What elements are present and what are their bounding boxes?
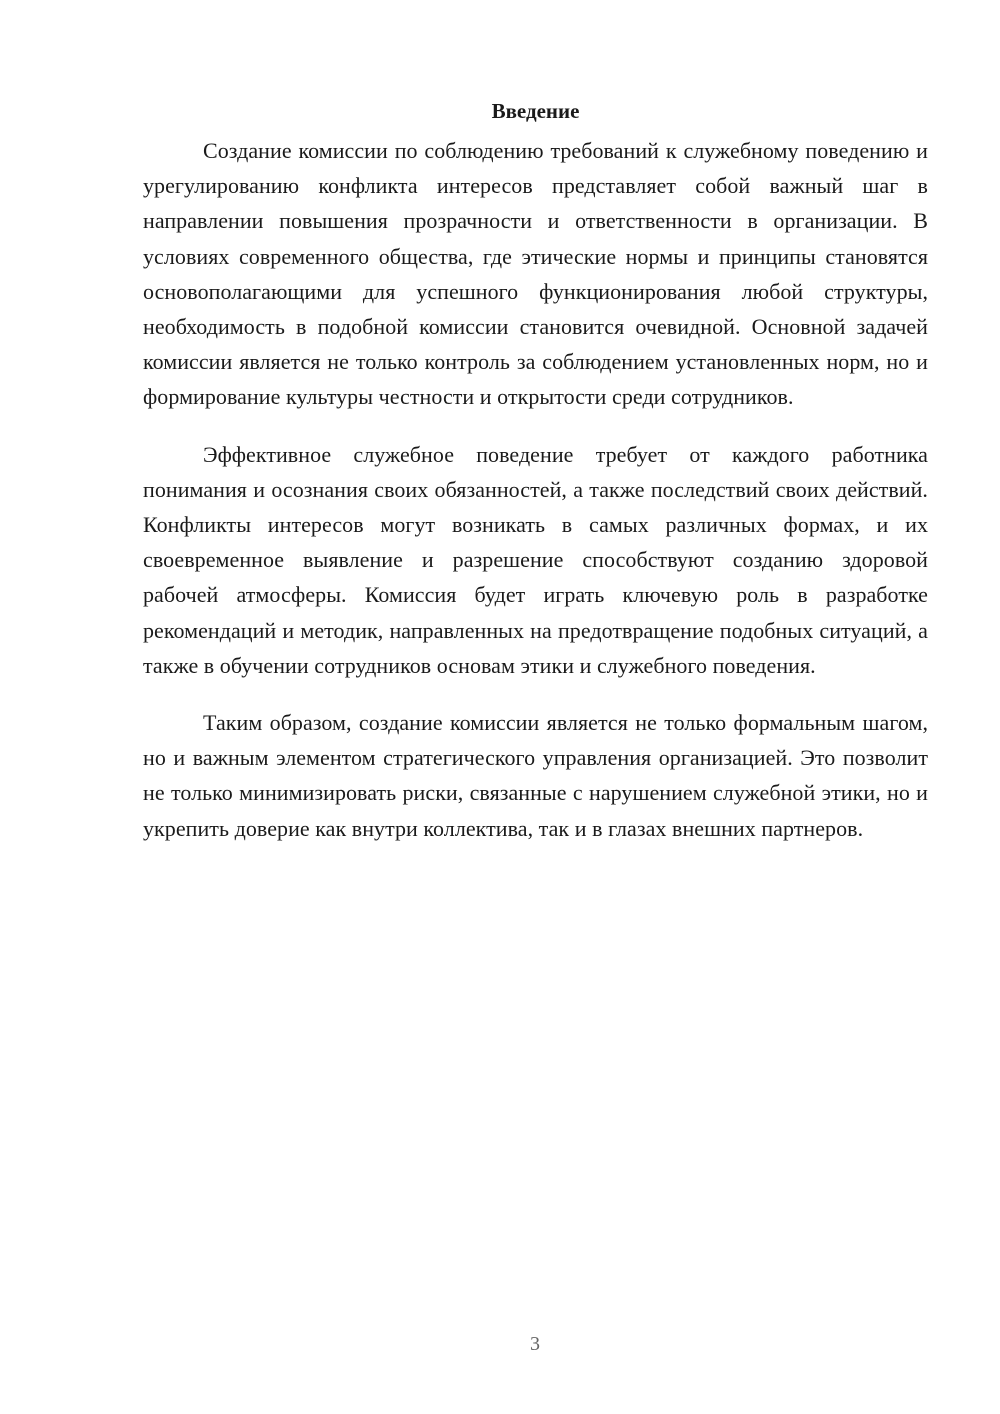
paragraph-2: Эффективное служебное поведение требует от каждого работника понимания и осознания своих обязанностей, а также последствий своих действий. Конфликты интересов могут возникать в самых различных формах, и их своевременное выявление и разрешение способствуют созданию здоровой рабочей атмосферы. Комиссия будет играть ключевую роль в разработке рекомендаций и методик, направленных на предотвращение подобных ситуаций, а также в обучении сотрудников основам этики и служебного поведения. (143, 441, 928, 678)
page-number: 3 (530, 1333, 540, 1355)
paragraph-1: Создание комиссии по соблюдению требований к служебному поведению и урегулированию конфликта интересов представляет собой важный шаг в направлении повышения прозрачности и ответственности в организации. В условиях современного общества, где этические нормы и принципы становятся основополагающими для успешного функционирования любой структуры, необходимость в подобной комиссии становится очевидной. Основной задачей комиссии является не только контроль за соблюдением установленных норм, но и формирование культуры честности и открытости среди сотрудников. (143, 138, 928, 410)
page-content (143, 96, 928, 868)
paragraph-3: Таким образом, создание комиссии является не только формальным шагом, но и важным элементом стратегического управления организацией. Это позволит не только минимизировать риски, связанные с нарушением служебной этики, но и укрепить доверие как внутри коллектива, так и в глазах внешних партнеров. (143, 710, 928, 841)
section-heading: Введение (491, 99, 580, 123)
